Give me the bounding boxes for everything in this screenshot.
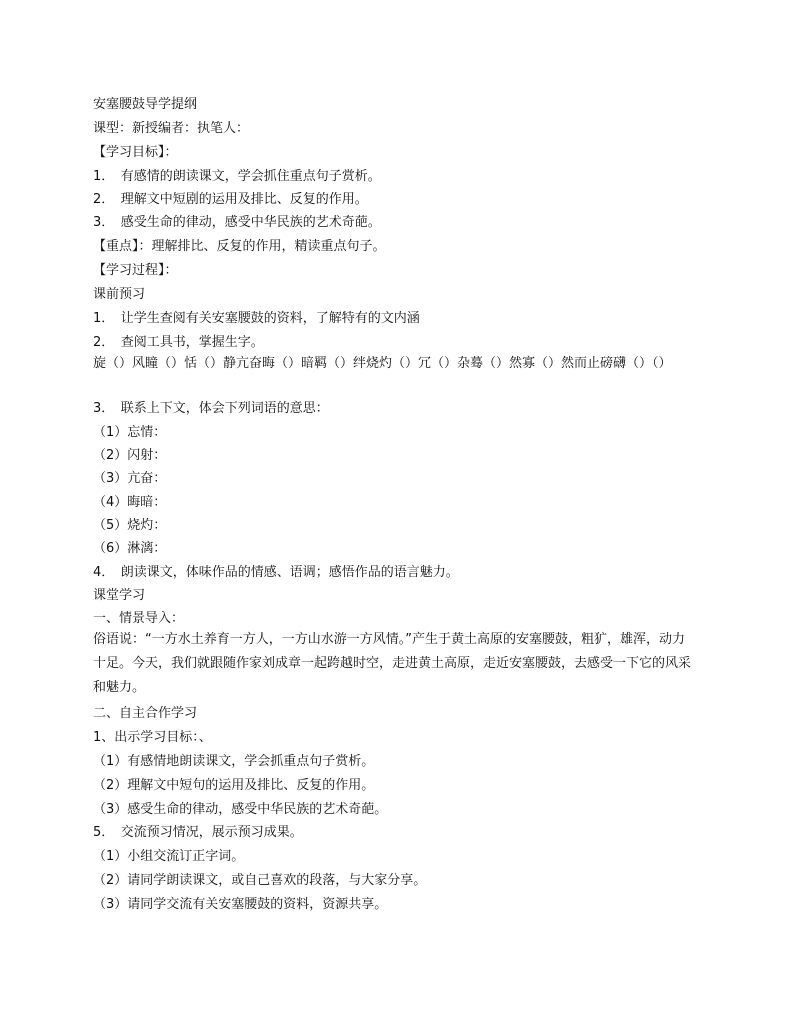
key-points: 【重点】：理解排比、反复的作用，精读重点句子。 (93, 239, 386, 254)
sub-goal: （2）理解文中短句的运用及排比、反复的作用。 (93, 778, 375, 793)
preview-item: 3． 联系上下文，体会下列词语的意思： (93, 401, 329, 416)
preview-item: 4． 朗读课文，体味作品的情感、语调；感悟作品的语言魅力。 (93, 565, 459, 580)
preview-header: 课前预习 (93, 287, 146, 302)
intro-paragraph: 俗语说：“一方水土养育一方人，一方山水游一方风情。”产生于黄土高原的安塞腰鼓，粗犷，雄浑，动力十足。今天，我们就跟随作家刘成章一起跨越时空，走进黄土高原，走近安塞腰鼓，去感受一下它的风采和魅力。 (93, 632, 692, 695)
word-item: （6）淋漓： (93, 541, 167, 556)
character-list: 旋（）风瞳（）恬（）静亢奋晦（）暗羁（）绊烧灼（）冗（）杂蓦（）然寡（）然而止磅礴（）（） (93, 356, 672, 371)
word-item: （5）烧灼： (93, 518, 167, 533)
goal-item: 3． 感受生命的律动，感受中华民族的艺术奇葩。 (93, 215, 381, 230)
goals-header: 【学习目标】： (93, 145, 178, 160)
class-header: 课堂学习 (93, 588, 146, 603)
item-five: 5． 交流预习情况，展示预习成果。 (93, 825, 303, 840)
preview-item: 2． 查阅工具书，掌握生字。 (93, 335, 264, 350)
process-header: 【学习过程】： (93, 263, 178, 278)
sub-goal: （1）有感情地朗读课文，学会抓重点句子赏析。 (93, 754, 375, 769)
word-item: （3）亢奋： (93, 471, 167, 486)
share-item: （3）请同学交流有关安塞腰鼓的资料，资源共享。 (93, 897, 388, 912)
share-item: （1）小组交流订正字词。 (93, 849, 245, 864)
document-title: 安塞腰鼓导学提纲 (93, 97, 198, 112)
goal-item: 2． 理解文中短剧的运用及排比、反复的作用。 (93, 192, 368, 207)
word-item: （4）晦暗： (93, 495, 167, 510)
preview-item: 1． 让学生查阅有关安塞腰鼓的资料，了解特有的文内涵 (93, 311, 420, 326)
show-goals: 1、出示学习目标：、 (93, 730, 212, 745)
goal-item: 1． 有感情的朗读课文，学会抓住重点句子赏析。 (93, 169, 381, 184)
lesson-meta: 课型：新授编者：执笔人： (93, 121, 250, 136)
section-heading: 二、自主合作学习 (93, 706, 198, 721)
sub-goal: （3）感受生命的律动，感受中华民族的艺术奇葩。 (93, 802, 388, 817)
word-item: （1）忘情： (93, 425, 167, 440)
section-heading: 一、情景导入： (93, 611, 185, 626)
word-item: （2）闪射： (93, 448, 167, 463)
share-item: （2）请同学朗读课文，或自己喜欢的段落，与大家分享。 (93, 873, 427, 888)
